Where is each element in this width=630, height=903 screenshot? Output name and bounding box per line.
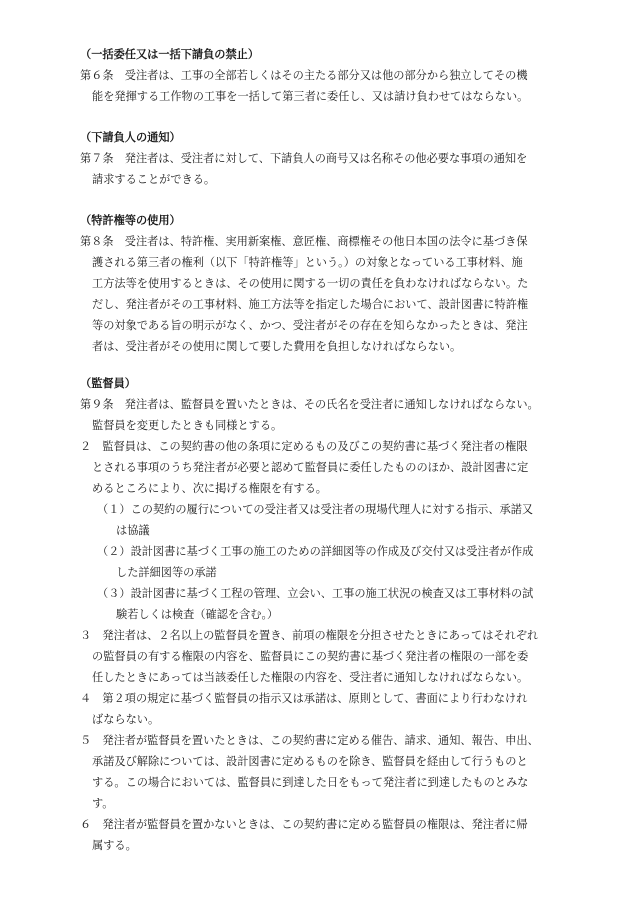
item-3-line: 験若しくは検査（確認を含む。） — [116, 608, 279, 621]
paragraph-4-line: ４ 第２項の規定に基づく監督員の指示又は承諾は、原則として、書面により行わなけれ — [80, 692, 528, 705]
article-8-text-line: 等の対象である旨の明示がなく、かつ、受注者がその存在を知らなかったときは、発注 — [92, 319, 528, 332]
article-8-text-line: 者は、受注者がその使用に関して要した費用を負担しなければならない。 — [92, 340, 462, 353]
paragraph-5-line: する。この場合においては、監督員に到達した日をもって発注者に到達したものとみな — [92, 776, 529, 789]
article-6-text-line: 能を発揮する工作物の工事を一括して第三者に委任し、又は請け負わせてはならない。 — [92, 90, 529, 103]
paragraph-2-line: ２ 監督員は、この契約書の他の条項に定めるもの及びこの契約書に基づく発注者の権限 — [80, 440, 528, 453]
article-8-heading: （特許権等の使用） — [80, 213, 181, 227]
paragraph-5-line: ５ 発注者が監督員を置いたときは、この契約書に定める催告、請求、通知、報告、申出、 — [80, 734, 539, 747]
article-8-text-line: 第８条 受注者は、特許権、実用新案権、意匠権、商標権その他日本国の法令に基づき保 — [80, 235, 528, 248]
paragraph-3-line: ３ 発注者は、２名以上の監督員を置き、前項の権限を分担させたときにあってはそれぞれ — [80, 629, 539, 642]
paragraph-2-line: とされる事項のうち発注者が必要と認めて監督員に委任したもののほか、設計図書に定 — [92, 461, 529, 474]
article-8-text-line: だし、発注者がその工事材料、施工方法等を指定した場合において、設計図書に特許権 — [92, 298, 529, 311]
item-1-line: （１）この契約の履行についての受注者又は受注者の現場代理人に対する指示、承諾又 — [97, 503, 534, 516]
paragraph-6-line: 属する。 — [92, 839, 137, 852]
item-3-line: （３）設計図書に基づく工程の管理、立会い、工事の施工状況の検査又は工事材料の試 — [97, 587, 534, 600]
article-7-heading: （下請負人の通知） — [80, 130, 181, 144]
article-8-text-line: 護される第三者の権利（以下「特許権等」という。）の対象となっている工事材料、施 — [92, 256, 523, 269]
item-1-line: は協議 — [116, 524, 150, 537]
item-2-line: した詳細図等の承諾 — [116, 566, 217, 579]
paragraph-5-line: 承諾及び解除については、設計図書に定めるものを除き、監督員を経由して行うものと — [92, 755, 528, 768]
article-6-text-line: 第６条 受注者は、工事の全部若しくはその主たる部分又は他の部分から独立してその機 — [80, 69, 528, 82]
article-6-heading: （一括委任又は一括下請負の禁止） — [80, 47, 260, 61]
article-9-text-line: 第９条 発注者は、監督員を置いたときは、その氏名を受注者に通知しなければならない。 — [80, 398, 539, 411]
article-9-heading: （監督員） — [80, 376, 136, 390]
paragraph-3-line: の監督員の有する権限の内容を、監督員にこの契約書に基づく発注者の権限の一部を委 — [92, 650, 529, 663]
article-7-text-line: 請求することができる。 — [92, 173, 216, 186]
paragraph-6-line: ６ 発注者が監督員を置かないときは、この契約書に定める監督員の権限は、発注者に帰 — [80, 818, 528, 831]
paragraph-2-line: めるところにより、次に掲げる権限を有する。 — [92, 482, 327, 495]
paragraph-5-line: す。 — [92, 797, 114, 810]
article-9-text-line: 監督員を変更したときも同様とする。 — [92, 419, 283, 432]
article-8-text-line: 工方法等を使用するときは、その使用に関する一切の責任を負わなければならない。た — [92, 277, 529, 290]
article-7-text-line: 第７条 発注者は、受注者に対して、下請負人の商号又は名称その他必要な事項の通知を — [80, 152, 528, 165]
paragraph-4-line: ばならない。 — [92, 713, 160, 726]
item-2-line: （２）設計図書に基づく工事の施工のための詳細図等の作成及び交付又は受注者が作成 — [97, 545, 534, 558]
paragraph-3-line: 任したときにあっては当該委任した権限の内容を、受注者に通知しなければならない。 — [92, 671, 529, 684]
